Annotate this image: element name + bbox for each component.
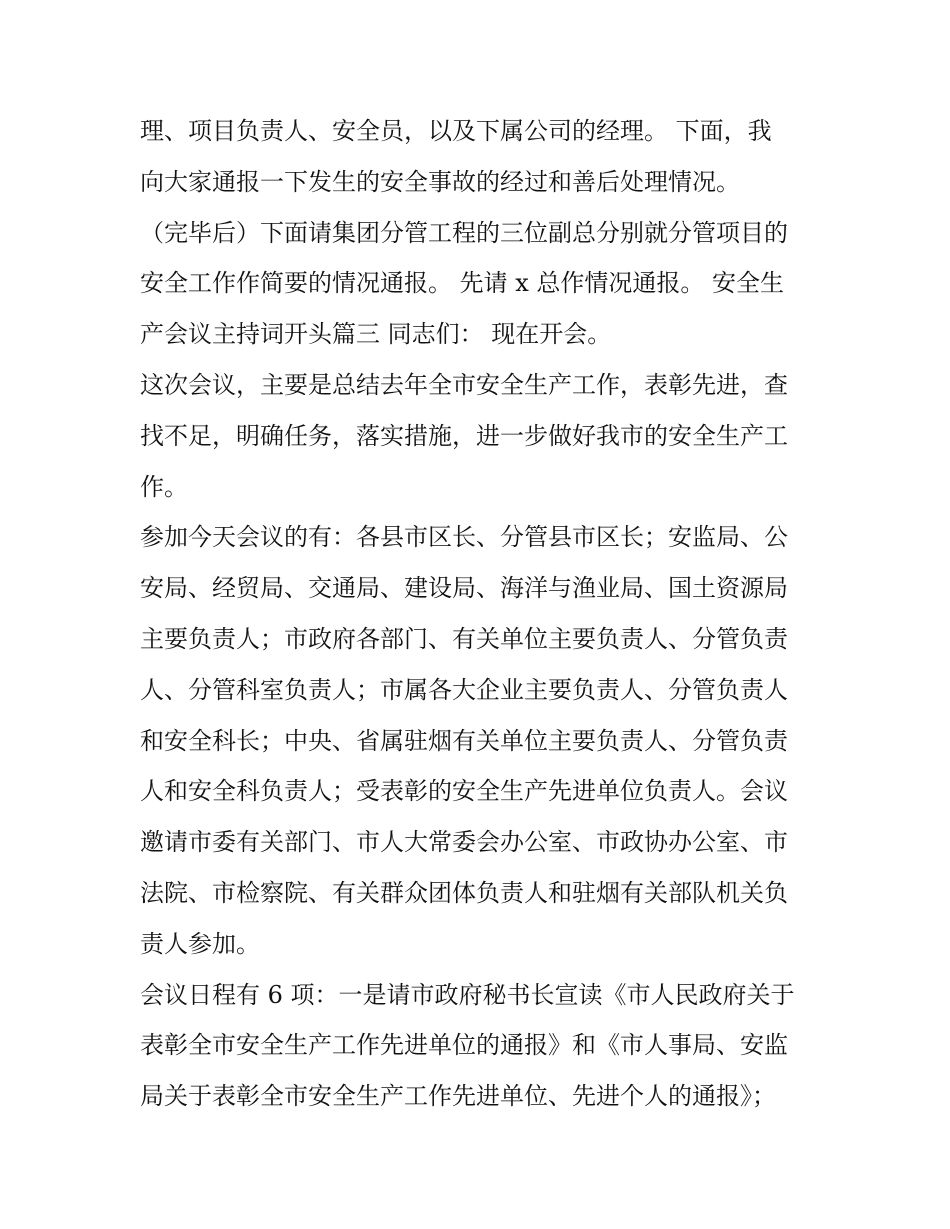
text-line: 表彰全市安全生产工作先进单位的通报》和《市人事局、安监 xyxy=(140,1031,788,1060)
text-line: 找不足，明确任务，落实措施，进一步做好我市的安全生产工 xyxy=(140,421,788,450)
text-line: 作。 xyxy=(140,472,188,501)
text-line: 主要负责人；市政府各部门、有关单位主要负责人、分管负责 xyxy=(140,624,788,653)
text-line: 安局、经贸局、交通局、建设局、海洋与渔业局、国土资源局 xyxy=(140,574,788,603)
text-line: 和安全科长；中央、省属驻烟有关单位主要负责人、分管负责 xyxy=(140,726,788,755)
text-line: （完毕后）下面请集团分管工程的三位副总分别就分管项目的 xyxy=(140,218,788,247)
text-line: 责人参加。 xyxy=(140,929,260,958)
text-line: 会议日程有 6 项：一是请市政府秘书长宣读《市人民政府关于 xyxy=(140,980,795,1009)
text-line: 局关于表彰全市安全生产工作先进单位、先进个人的通报》； xyxy=(140,1082,776,1111)
text-line: 产会议主持词开头篇三 同志们： 现在开会。 xyxy=(140,320,612,349)
text-line: 向大家通报一下发生的安全事故的经过和善后处理情况。 xyxy=(140,167,740,196)
text-line: 邀请市委有关部门、市人大常委会办公室、市政协办公室、市 xyxy=(140,828,788,857)
text-line: 理、项目负责人、安全员，以及下属公司的经理。 下面，我 xyxy=(140,117,772,145)
text-line: 人、分管科室负责人；市属各大企业主要负责人、分管负责人 xyxy=(140,675,788,704)
text-line: 安全工作作简要的情况通报。 先请 x 总作情况通报。 安全生 xyxy=(140,269,785,298)
text-line: 法院、市检察院、有关群众团体负责人和驻烟有关部队机关负 xyxy=(140,878,788,907)
text-line: 人和安全科负责人；受表彰的安全生产先进单位负责人。会议 xyxy=(140,777,788,806)
document-body xyxy=(140,106,820,1122)
text-line: 这次会议，主要是总结去年全市安全生产工作，表彰先进，查 xyxy=(140,370,788,399)
text-line: 参加今天会议的有：各县市区长、分管县市区长；安监局、公 xyxy=(140,523,788,552)
